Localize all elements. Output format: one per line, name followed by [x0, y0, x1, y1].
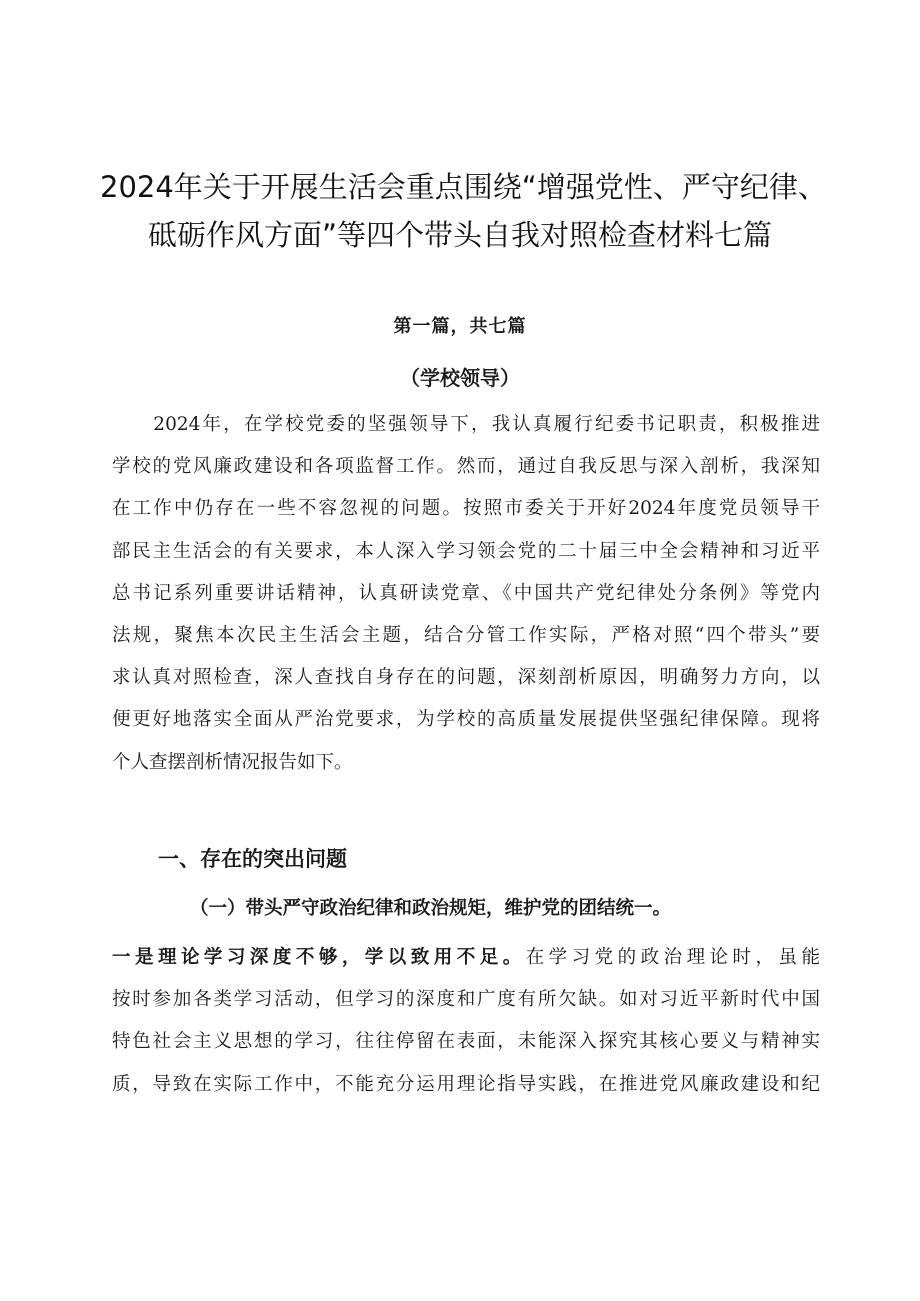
intro-line: 便更好地落实全面从严治党要求，为学校的高质量发展提供坚强纪律保障。现将	[112, 709, 820, 731]
intro-line: 2024年，在学校党委的坚强领导下，我认真履行纪委书记职责，积极推进	[112, 414, 820, 435]
part-label: 第一篇，共七篇	[393, 316, 527, 337]
paragraph-lead: 一是理论学习深度不够，学以致用不足。	[112, 947, 526, 968]
intro-line: 总书记系列重要讲话精神，认真研读党章、《中国共产党纪律处分条例》等党内	[112, 582, 820, 604]
intro-line: 法规，聚焦本次民主生活会主题，结合分管工作实际，严格对照“四个带头”要	[112, 624, 820, 646]
document-title	[100, 163, 827, 259]
title-line-2: 砥砺作风方面”等四个带头自我对照检查材料七篇	[147, 218, 773, 252]
title-line-1: 2024年关于开展生活会重点围绕“增强党性、严守纪律、	[100, 170, 827, 204]
paragraph-lead-rest: 在学习党的政治理论时，虽能	[525, 947, 820, 968]
intro-line: 个人查摆剖析情况报告如下。	[112, 751, 353, 773]
role-label: （学校领导）	[400, 366, 520, 390]
intro-line: 在工作中仍存在一些不容忽视的问题。按照市委关于开好2024年度党员领导干	[112, 498, 820, 520]
section-heading-1: 一、存在的突出问题	[158, 847, 347, 871]
intro-line: 部民主生活会的有关要求，本人深入学习领会党的二十届三中全会精神和习近平	[112, 540, 820, 562]
body-line: 特色社会主义思想的学习，往往停留在表面，未能深入探究其核心要义与精神实	[112, 1031, 820, 1053]
subsection-heading-1: （一）带头严守政治纪律和政治规矩，维护党的团结统一。	[190, 898, 672, 919]
body-line	[112, 937, 820, 979]
intro-line: 学校的党风廉政建设和各项监督工作。然而，通过自我反思与深入剖析，我深知	[112, 456, 820, 478]
intro-paragraph	[112, 404, 820, 784]
subsection-paragraph	[112, 937, 820, 1106]
body-line: 按时参加各类学习活动，但学习的深度和广度有所欠缺。如对习近平新时代中国	[112, 989, 820, 1011]
body-line: 质，导致在实际工作中，不能充分运用理论指导实践，在推进党风廉政建设和纪	[112, 1073, 820, 1095]
intro-line: 求认真对照检查，深人查找自身存在的问题，深刻剖析原因，明确努力方向，以	[112, 667, 820, 689]
